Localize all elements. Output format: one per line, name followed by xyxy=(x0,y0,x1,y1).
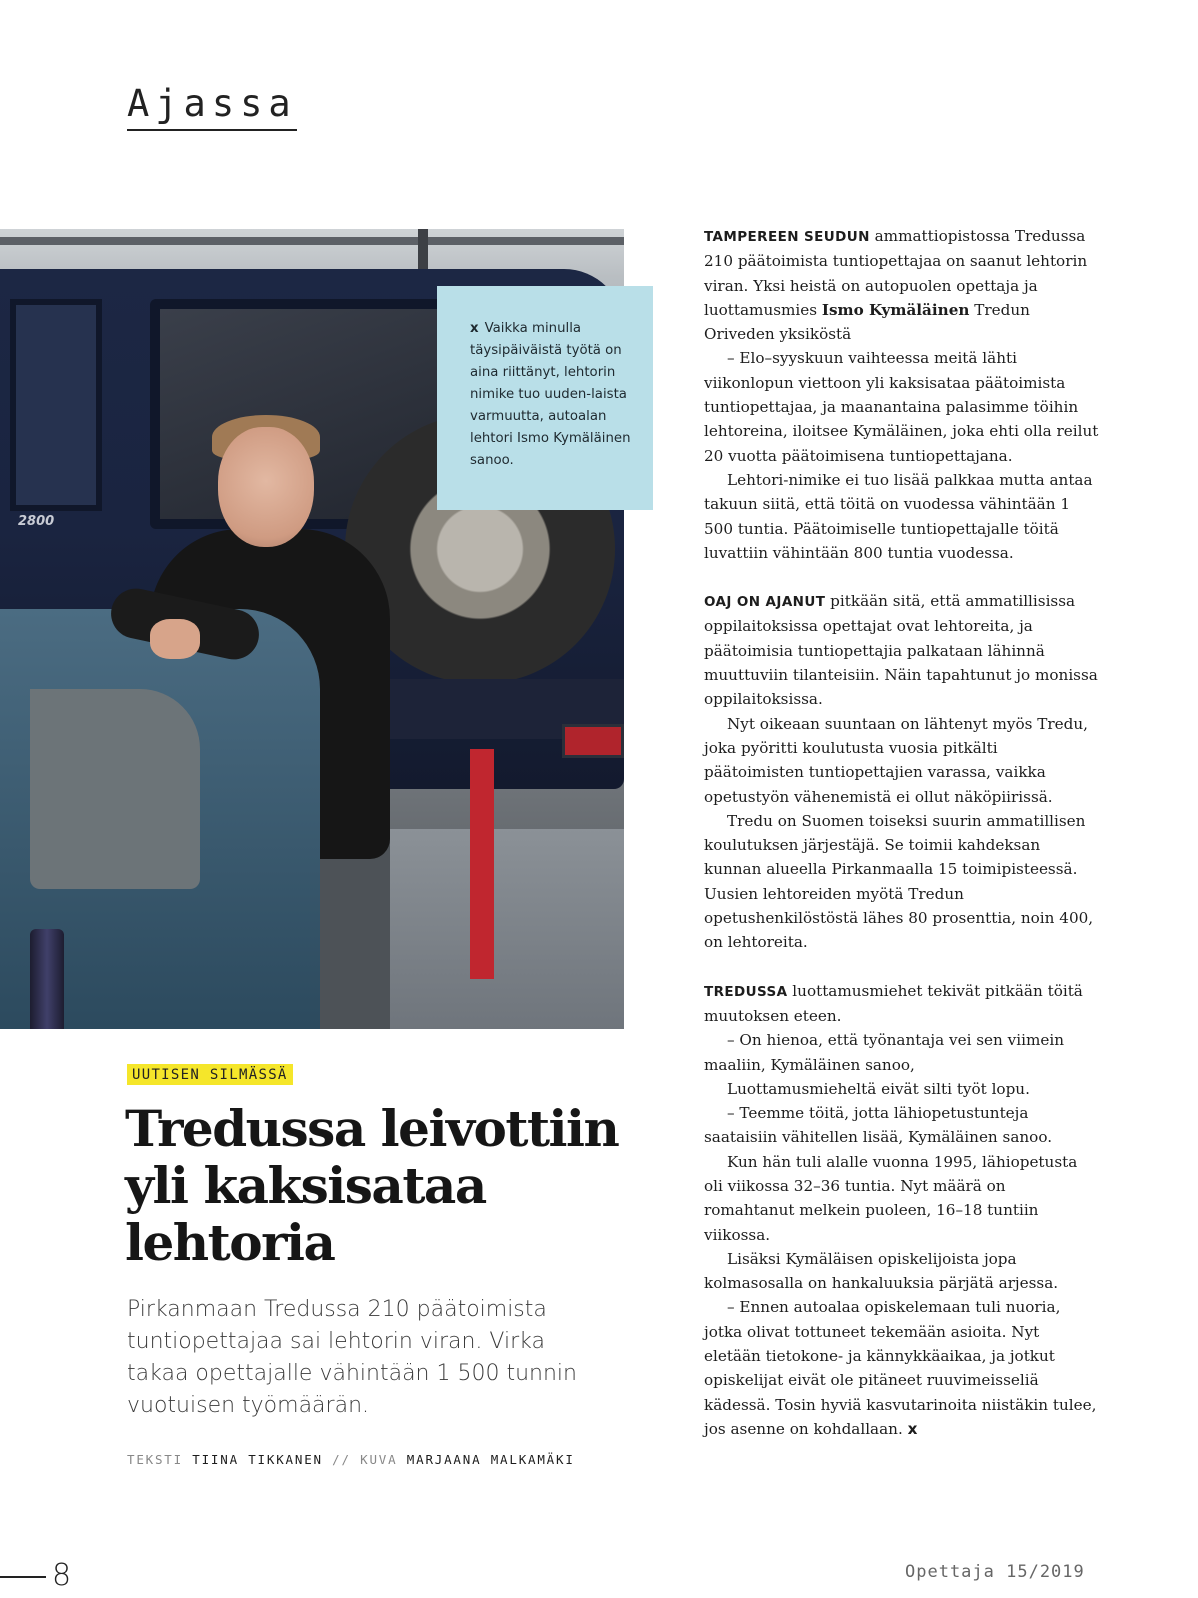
paragraph: – Elo–syyskuun vaihteessa meitä lähti viikonlopun viettoon yli kaksisataa päätoimista tuntiopettajaa, ja maanantaina palasimme töihin lehtoreina, iloitsee Kymäläinen, joka ehti olla reilut 20 vuotta päätoimisena tuntiopettajana. xyxy=(704,349,1099,465)
publication-issue: Opettaja 15/2019 xyxy=(905,1562,1085,1582)
lead-in: TAMPEREEN SEUDUN xyxy=(704,229,870,245)
paragraph: Kun hän tuli alalle vuonna 1995, lähiopetusta oli viikossa 32–36 tuntia. Nyt määrä on romahtanut melkein puoleen, 16–18 tuntiin viikossa. xyxy=(704,1152,1078,1244)
paragraph: OAJ ON AJANUT pitkään sitä, että ammatillisissa oppilaitoksissa opettajat ovat lehtoreita, ja päätoimisia tuntiopettajia palkataan lähinnä muuttuviin tilanteisiin. Näin tapahtunut jo monissa oppilaitoksissa. xyxy=(704,592,1098,709)
page-number: 8 xyxy=(52,1558,72,1593)
category-tag: UUTISEN SILMÄSSÄ xyxy=(127,1064,293,1085)
pull-quote xyxy=(437,286,653,510)
person-name: Ismo Kymäläinen xyxy=(821,300,970,319)
lead-in: OAJ ON AJANUT xyxy=(704,594,826,611)
end-marker: x xyxy=(907,1419,918,1438)
section-label: Ajassa xyxy=(127,84,297,131)
paragraph: – On hienoa, että työnantaja vei sen viimein maaliin, Kymäläinen sanoo, xyxy=(704,1031,1064,1074)
author-name: TIINA TIKKANEN xyxy=(192,1452,323,1467)
lead-in: TREDUSSA xyxy=(704,983,788,1000)
quote-text: Vaikka minulla täysipäiväistä työtä on aina riittänyt, lehtorin nimike tuo uuden-laista varmuutta, autoalan lehtori Ismo Kymäläinen sanoo. xyxy=(470,321,631,468)
paragraph: Luottamusmieheltä eivät silti työt lopu. xyxy=(727,1079,1030,1098)
deck: Pirkanmaan Tredussa 210 päätoimista tuntiopettajaa sai lehtorin viran. Virka takaa opettajalle vähintään 1 500 tunnin vuotuisen työmäärän. xyxy=(127,1297,577,1418)
photographer-name: MARJAANA MALKAMÄKI xyxy=(406,1452,575,1467)
paragraph: TAMPEREEN SEUDUN ammattiopistossa Tredussa 210 päätoimista tuntiopettajaa on saanut lehtorin viran. Yksi heistä on autopuolen opettaja ja luottamusmies Ismo Kymäläinen Tredun Oriveden yksiköstä xyxy=(704,227,1088,344)
footer-rule xyxy=(0,1576,46,1578)
paragraph: Lisäksi Kymäläisen opiskelijoista jopa kolmasosalla on hankaluuksia pärjätä arjessa. xyxy=(704,1249,1059,1293)
byline: TEKSTI TIINA TIKKANEN // KUVA MARJAANA MALKAMÄKI xyxy=(127,1452,575,1467)
headline: Tredussa leivottiin yli kaksisataa lehtoria xyxy=(125,1099,619,1272)
vehicle-badge: 2800 xyxy=(18,514,55,529)
paragraph: Nyt oikeaan suuntaan on lähtenyt myös Tredu, joka pyöritti koulutusta vuosia pitkälti päätoimisten tuntiopettajien varassa, vaikka opetustyön vähenemistä ei ollut näköpiirissä. xyxy=(704,714,1088,806)
paragraph: TREDUSSA luottamusmiehet tekivät pitkään töitä muutoksen eteen. xyxy=(704,981,1083,1025)
paragraph: – Teemme töitä, jotta lähiopetustunteja saataisiin vähitellen lisää, Kymäläinen sanoo. xyxy=(704,1104,1053,1147)
paragraph: – Ennen autoalaa opiskelemaan tuli nuoria, jotka olivat tottuneet tekemään asioita. Nyt eletään tietokone- ja kännykkäaikaa, ja jotkut opiskelijat eivät ole pitäneet ruuvimeisseliä kädessä. Tosin hyviä kasvutarinoita niistäkin tulee, jos asenne on kohdallaan. x xyxy=(704,1298,1097,1438)
paragraph: Lehtori-nimike ei tuo lisää palkkaa mutta antaa takuun siitä, että töitä on vuodessa vähintään 1 500 tuntia. Päätoimiselle tuntiopettajalle töitä luvattiin vähintään 800 tuntia vuodessa. xyxy=(704,470,1093,562)
quote-marker: x xyxy=(470,321,479,336)
paragraph: Tredu on Suomen toiseksi suurin ammatillisen koulutuksen järjestäjä. Se toimii kahdeksan kunnan alueella Pirkanmaalla 15 toimipisteessä. Uusien lehtoreiden myötä Tredun opetushenkilöstöstä lähes 80 prosenttia, noin 400, on lehtoreita. xyxy=(704,811,1094,952)
article-body xyxy=(704,224,1099,1441)
